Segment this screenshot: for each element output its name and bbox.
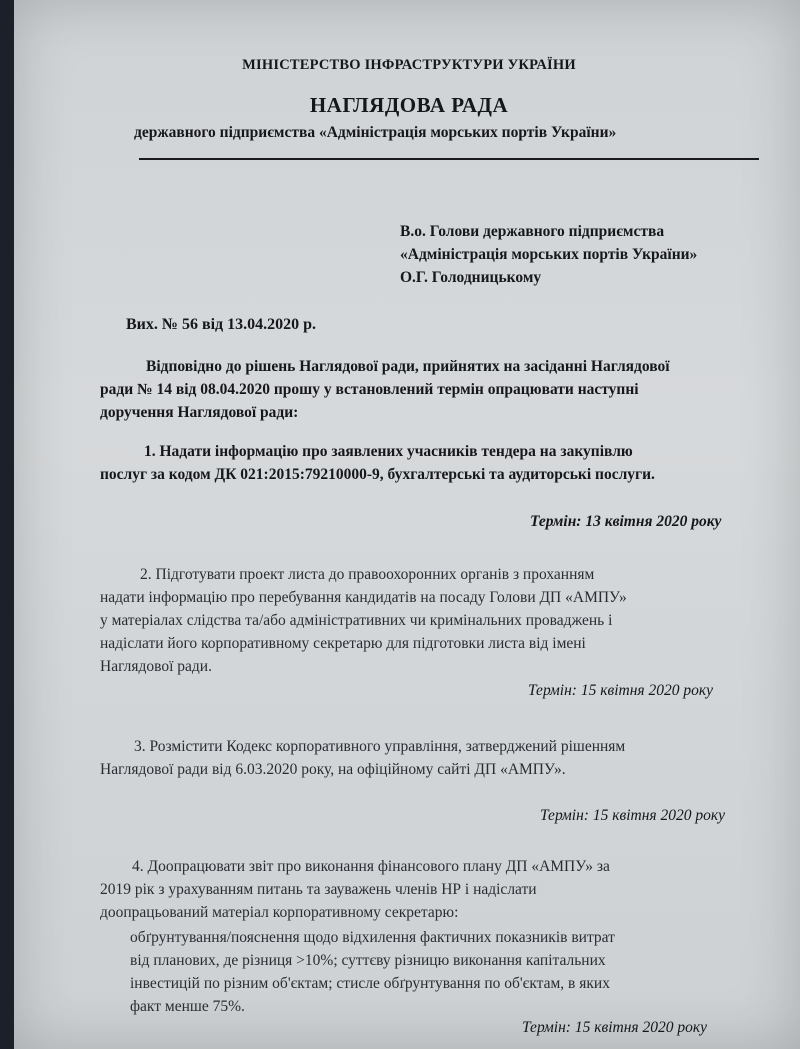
- item-1-line-1: 1. Надати інформацію про заявлених учасників тендера на закупівлю: [144, 443, 633, 460]
- item-2-line-3: у матеріалах слідства та/або адміністративних чи кримінальних проваджень і: [100, 612, 613, 629]
- item-2-term: Термін: 15 квітня 2020 року: [528, 682, 713, 699]
- item-2-line-4: надіслати його корпоративному секретарю для підготовки листа від імені: [100, 635, 586, 652]
- ministry-name: МІНІСТЕРСТВО ІНФРАСТРУКТУРИ УКРАЇНИ: [242, 57, 576, 73]
- item-2-line-5: Наглядової ради.: [100, 658, 212, 675]
- item-1-term: Термін: 13 квітня 2020 року: [530, 513, 722, 530]
- item-2-line-1: 2. Підготувати проект листа до правоохоронних органів з проханням: [140, 566, 595, 583]
- board-title: НАГЛЯДОВА РАДА: [309, 93, 509, 117]
- intro-line-3: доручення Наглядової ради:: [100, 404, 299, 421]
- addressee-line-3: О.Г. Голодницькому: [400, 269, 542, 286]
- item-4-line-6: інвестицій по різним об'єктам; стисле обґрунтування по об'єктам, в яких: [130, 975, 610, 992]
- item-4-line-2: 2019 рік з урахуванням питань та зауважень членів НР і надіслати: [100, 881, 537, 898]
- item-4-line-4: обґрунтування/пояснення щодо відхилення фактичних показників витрат: [130, 929, 615, 946]
- board-subtitle: державного підприємства «Адміністрація морських портів України»: [134, 124, 617, 141]
- document-page: [14, 0, 800, 1049]
- item-1-line-2: послуг за кодом ДК 021:2015:79210000-9, бухгалтерські та аудиторські послуги.: [100, 466, 655, 483]
- outgoing-reference: Вих. № 56 від 13.04.2020 р.: [126, 316, 317, 333]
- header-divider: [139, 158, 759, 160]
- item-4-line-1: 4. Доопрацювати звіт про виконання фінансового плану ДП «АМПУ» за: [132, 858, 610, 875]
- item-4-line-5: від планових, де різниця >10%; суттєву різницю виконання капітальних: [130, 952, 606, 969]
- item-2-line-2: надати інформацію про перебування кандидатів на посаду Голови ДП «АМПУ»: [100, 589, 627, 606]
- item-4-line-7: факт менше 75%.: [130, 998, 245, 1015]
- addressee-line-2: «Адміністрація морських портів України»: [400, 246, 698, 263]
- item-3-line-2: Наглядової ради від 6.03.2020 року, на офіційному сайті ДП «АМПУ».: [100, 761, 566, 778]
- intro-line-1: Відповідно до рішень Наглядової ради, прийнятих на засіданні Наглядової: [146, 358, 670, 375]
- addressee-line-1: В.о. Голови державного підприємства: [400, 223, 665, 240]
- item-4-line-3: доопрацьований матеріал корпоративному секретарю:: [100, 904, 459, 921]
- intro-line-2: ради № 14 від 08.04.2020 прошу у встановлений термін опрацювати наступні: [100, 381, 639, 398]
- item-4-term: Термін: 15 квітня 2020 року: [522, 1019, 707, 1036]
- item-3-term: Термін: 15 квітня 2020 року: [540, 807, 725, 824]
- item-3-line-1: 3. Розмістити Кодекс корпоративного управління, затверджений рішенням: [134, 738, 626, 755]
